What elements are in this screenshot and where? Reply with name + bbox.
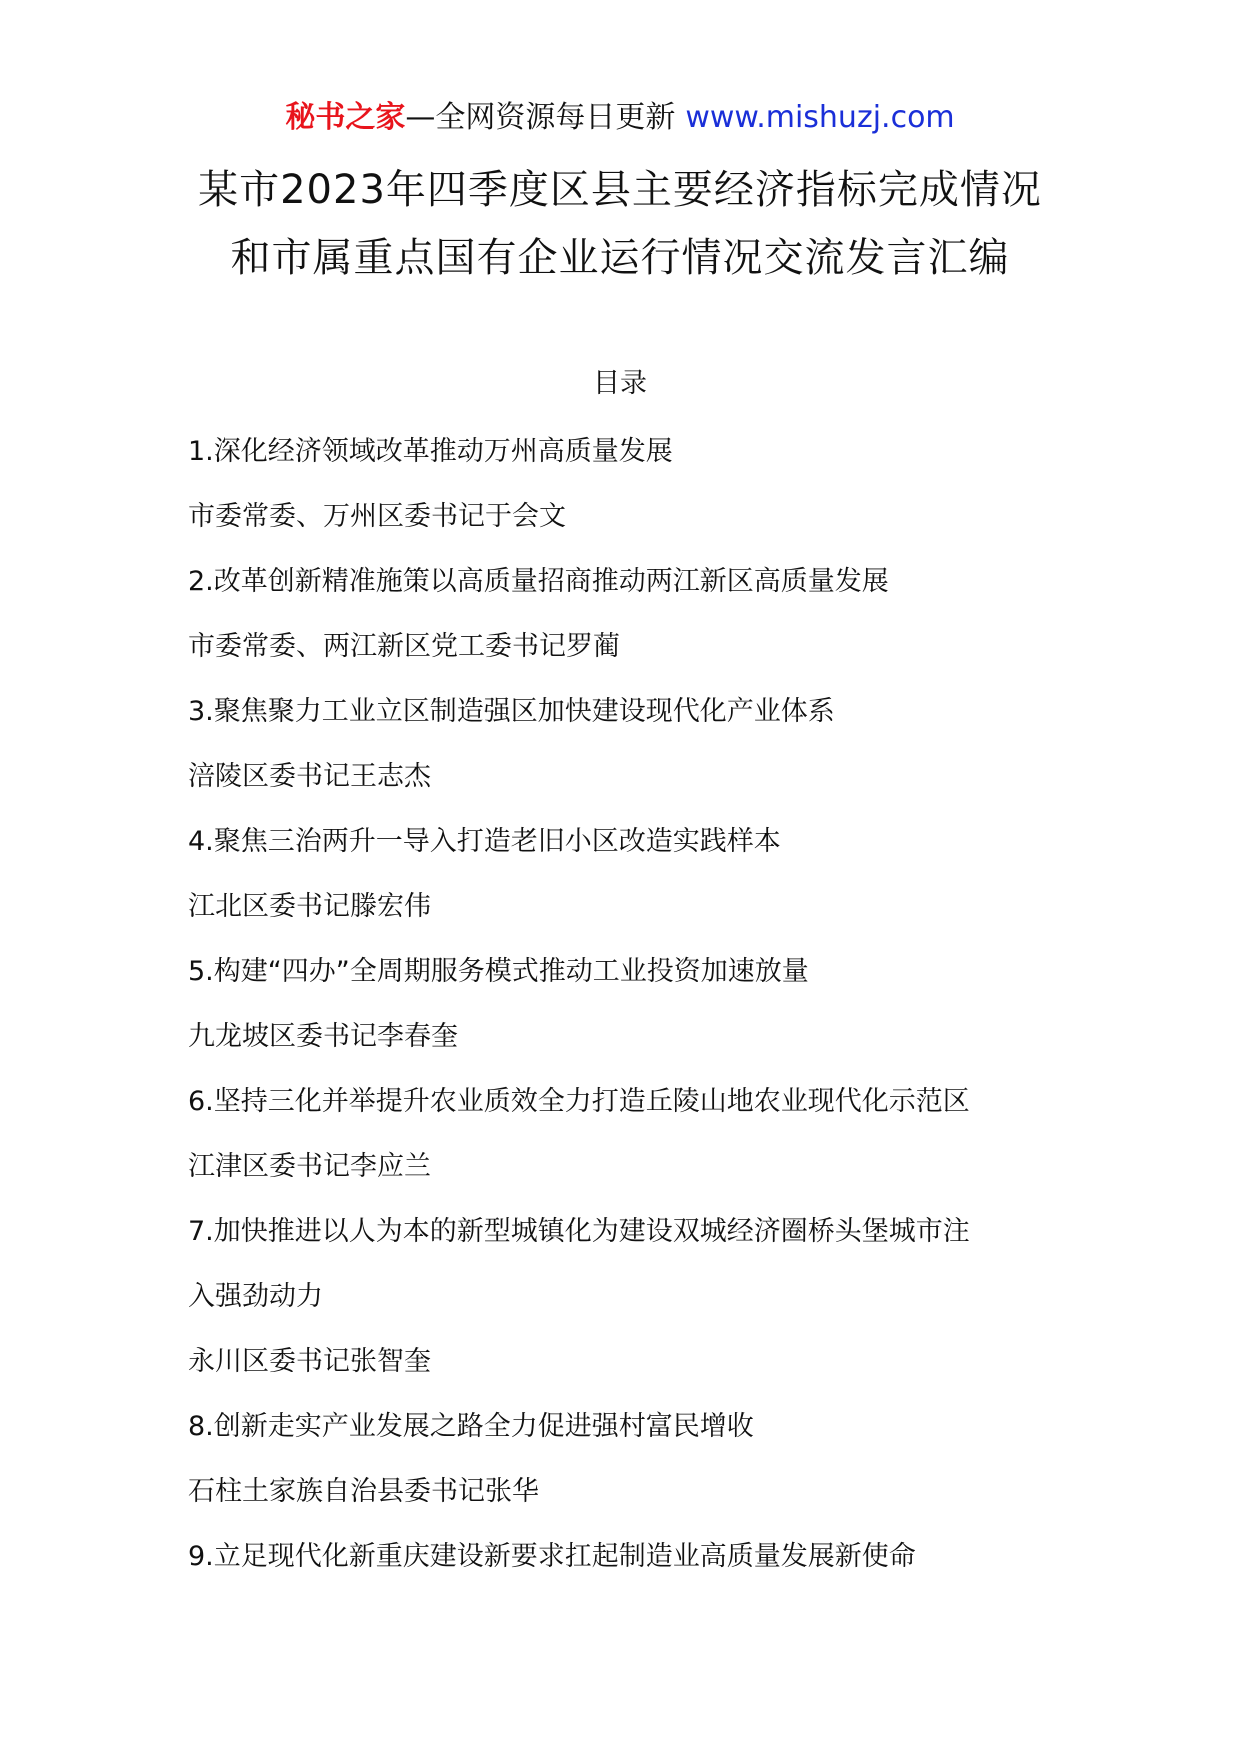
- document-title-line-2: 和市属重点国有企业运行情况交流发言汇编: [230, 235, 1010, 281]
- site-link[interactable]: www.mishuzj.com: [685, 100, 955, 135]
- header-tagline: —全网资源每日更新: [405, 100, 676, 135]
- toc-entry: 6.坚持三化并举提升农业质效全力打造丘陵山地农业现代化示范区: [188, 1086, 970, 1117]
- toc-entry-continuation: 入强劲动力: [188, 1281, 323, 1312]
- document-title-line-1: 某市2023年四季度区县主要经济指标完成情况: [198, 167, 1042, 213]
- toc-author: 市委常委、两江新区党工委书记罗蔺: [188, 631, 620, 662]
- toc-entry: 5.构建“四办”全周期服务模式推动工业投资加速放量: [188, 956, 809, 987]
- toc-entry: 1.深化经济领域改革推动万州高质量发展: [188, 436, 673, 467]
- brand-name: 秘书之家: [285, 100, 406, 135]
- site-header: [0, 98, 1240, 138]
- toc-entry: 3.聚焦聚力工业立区制造强区加快建设现代化产业体系: [188, 696, 835, 727]
- table-of-contents: [188, 434, 1068, 1604]
- toc-author: 江津区委书记李应兰: [188, 1151, 431, 1182]
- toc-heading: 目录: [593, 368, 647, 399]
- toc-entry: 7.加快推进以人为本的新型城镇化为建设双城经济圈桥头堡城市注: [188, 1216, 970, 1247]
- toc-entry: 2.改革创新精准施策以高质量招商推动两江新区高质量发展: [188, 566, 889, 597]
- toc-entry: 8.创新走实产业发展之路全力促进强村富民增收: [188, 1411, 754, 1442]
- toc-author: 江北区委书记滕宏伟: [188, 891, 431, 922]
- toc-entry: 9.立足现代化新重庆建设新要求扛起制造业高质量发展新使命: [188, 1541, 916, 1572]
- toc-author: 市委常委、万州区委书记于会文: [188, 501, 566, 532]
- toc-entry: 4.聚焦三治两升一导入打造老旧小区改造实践样本: [188, 826, 781, 857]
- toc-author: 涪陵区委书记王志杰: [188, 761, 431, 792]
- toc-author: 石柱土家族自治县委书记张华: [188, 1476, 539, 1507]
- toc-author: 永川区委书记张智奎: [188, 1346, 431, 1377]
- toc-author: 九龙坡区委书记李春奎: [188, 1021, 458, 1052]
